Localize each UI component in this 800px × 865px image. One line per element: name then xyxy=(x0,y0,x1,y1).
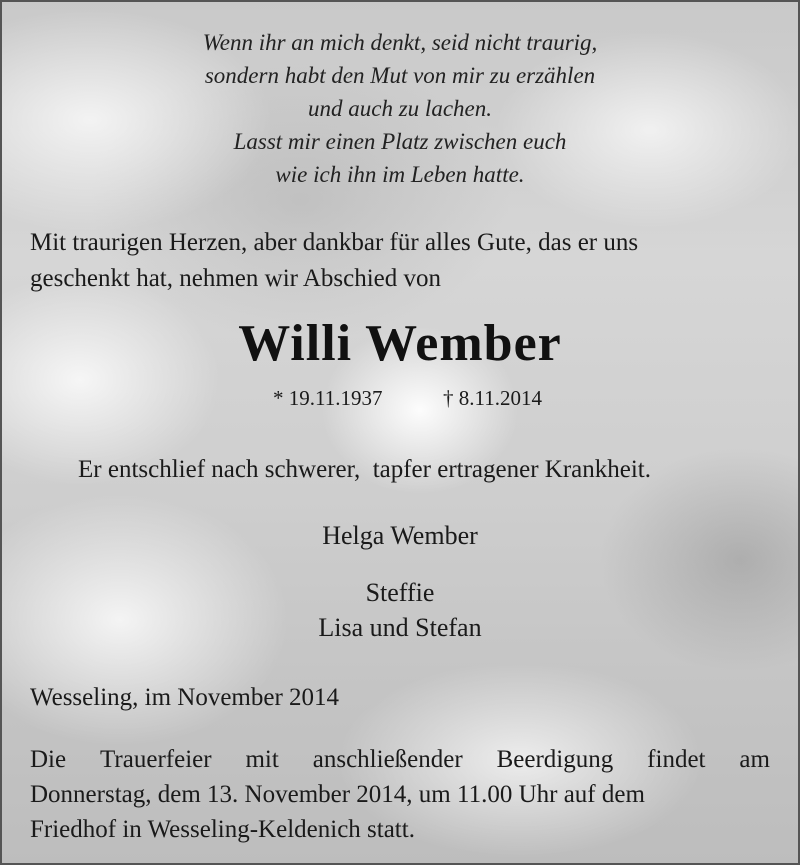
quote-line: und auch zu lachen. xyxy=(308,96,492,121)
funeral-word: anschließender xyxy=(312,746,463,773)
quote-line: Lasst mir einen Platz zwischen euch xyxy=(233,129,567,154)
funeral-word: Beerdigung xyxy=(496,746,614,773)
intro-text xyxy=(30,225,775,297)
funeral-word: Die xyxy=(30,746,67,773)
mourner-name: Lisa und Stefan xyxy=(318,613,482,642)
memorial-quote xyxy=(0,26,800,191)
funeral-line-1 xyxy=(30,742,770,777)
intro-line-2: geschenkt hat, nehmen wir Abschied von xyxy=(30,265,442,292)
funeral-line-3: Friedhof in Wesseling-Keldenich statt. xyxy=(30,816,415,843)
passing-statement: Er entschlief nach schwerer, tapfer ertragener Krankheit. xyxy=(78,456,651,483)
birth-date: * 19.11.1937 xyxy=(273,386,383,410)
quote-line: wie ich ihn im Leben hatte. xyxy=(275,162,525,187)
deceased-name: Willi Wember xyxy=(238,315,562,372)
quote-line: Wenn ihr an mich denkt, seid nicht traurig, xyxy=(202,30,598,55)
mourner-name: Steffie xyxy=(365,578,435,607)
funeral-details xyxy=(30,742,770,847)
death-date: † 8.11.2014 xyxy=(443,386,542,410)
funeral-word: am xyxy=(739,746,770,773)
funeral-word: findet xyxy=(647,746,706,773)
funeral-line-2: Donnerstag, dem 13. November 2014, um 11.00 Uhr auf dem xyxy=(30,781,645,808)
intro-line-1: Mit traurigen Herzen, aber dankbar für alles Gute, das er uns xyxy=(30,229,639,256)
mourner-name: Helga Wember xyxy=(322,521,478,550)
place-and-date: Wesseling, im November 2014 xyxy=(30,684,340,711)
funeral-word: mit xyxy=(245,746,279,773)
quote-line: sondern habt den Mut von mir zu erzählen xyxy=(204,63,596,88)
funeral-word: Trauerfeier xyxy=(100,746,212,773)
